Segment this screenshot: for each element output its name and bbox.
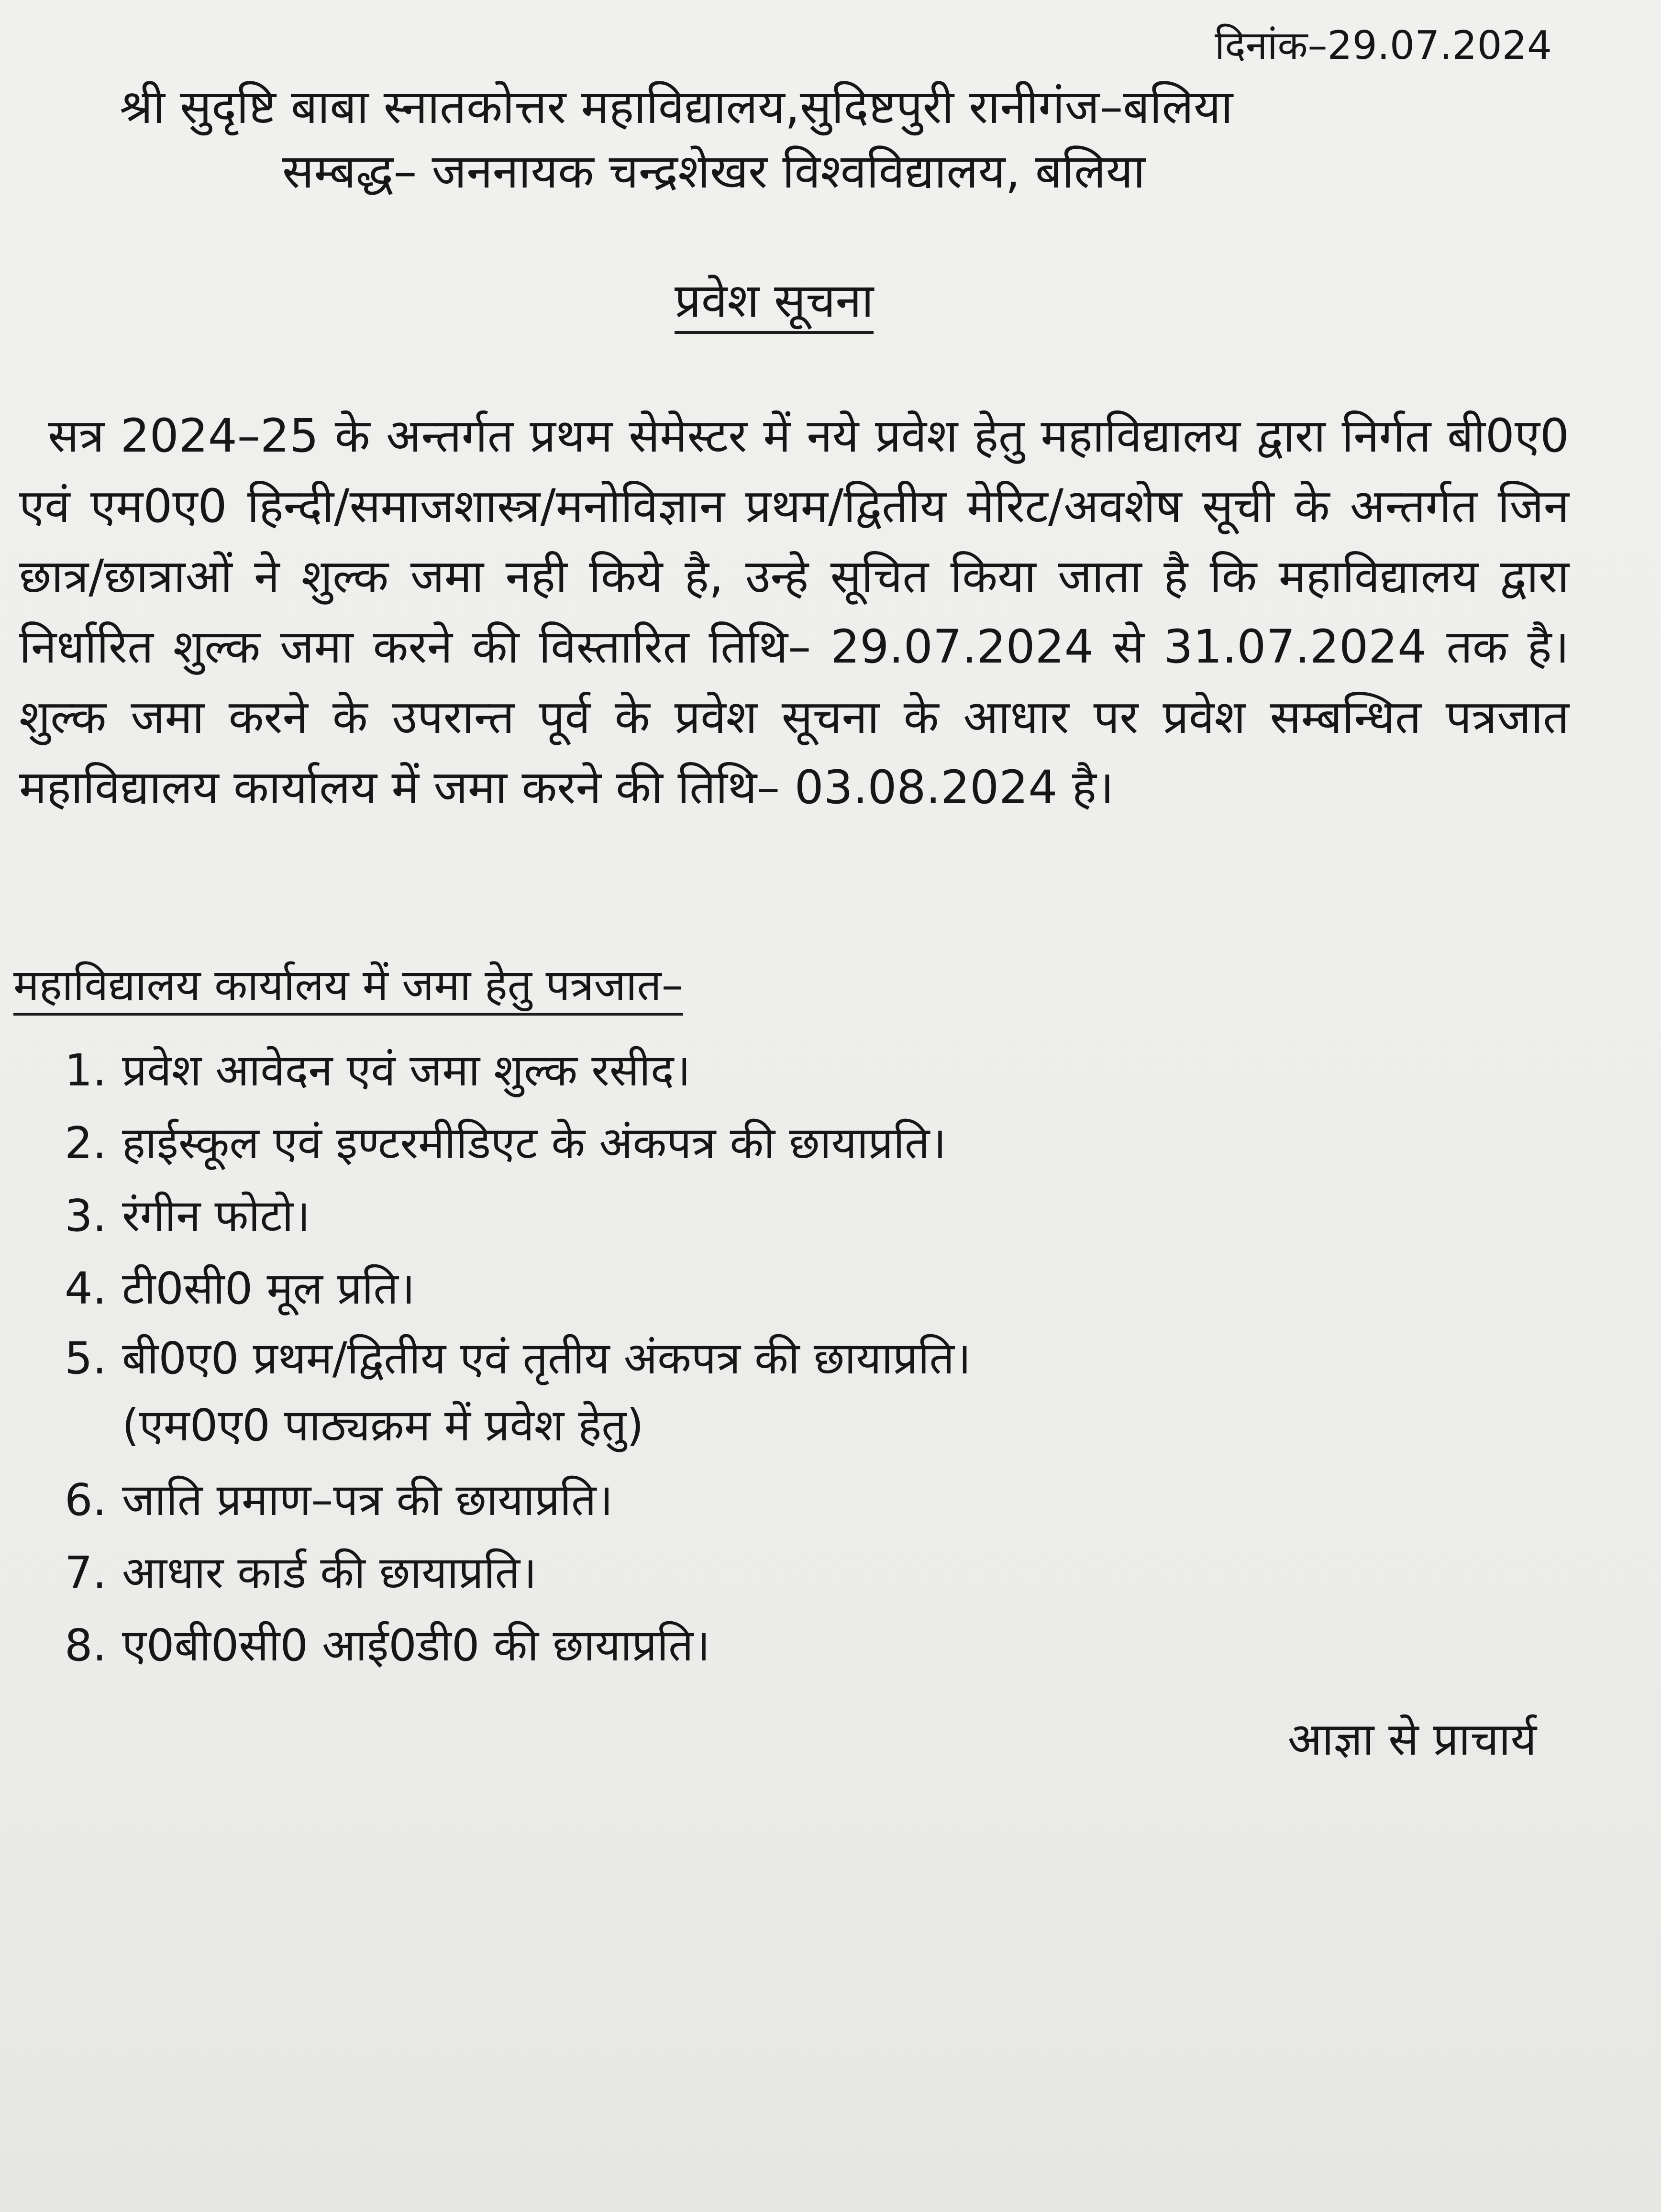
list-item — [65, 1252, 971, 1325]
item-number: 7. — [65, 1547, 107, 1598]
item-text: रंगीन फोटो। — [122, 1190, 310, 1241]
item-text: ए0बी0सी0 आई0डी0 की छायाप्रति। — [122, 1620, 710, 1671]
item-note: (एम0ए0 पाठ्यक्रम में प्रवेश हेतु) — [122, 1400, 644, 1451]
notice-title — [675, 274, 874, 334]
item-number: 6. — [65, 1474, 107, 1526]
item-text: टी0सी0 मूल प्रति। — [122, 1263, 415, 1314]
item-text: बी0ए0 प्रथम/द्वितीय एवं तृतीय अंकपत्र की छायाप्रति। — [122, 1333, 971, 1384]
principal-signature: आज्ञा से प्राचार्य — [1287, 1714, 1537, 1766]
item-text: आधार कार्ड की छायाप्रति। — [122, 1547, 537, 1598]
notice-date: दिनांक–29.07.2024 — [1214, 23, 1552, 68]
college-name: श्री सुदृष्टि बाबा स्नातकोत्तर महाविद्यालय,सुदिष्टपुरी रानीगंज–बलिया — [120, 80, 1233, 134]
item-number: 5. — [65, 1333, 107, 1384]
university-affiliation: सम्बद्ध– जननायक चन्द्रशेखर विश्वविद्यालय, बलिया — [282, 144, 1145, 199]
documents-list — [65, 1034, 971, 1682]
list-item — [65, 1107, 971, 1180]
item-text: हाईस्कूल एवं इण्टरमीडिएट के अंकपत्र की छायाप्रति। — [122, 1117, 947, 1169]
list-item — [65, 1464, 971, 1537]
list-item — [65, 1537, 971, 1609]
item-text: जाति प्रमाण–पत्र की छायाप्रति। — [122, 1474, 613, 1526]
list-item — [65, 1180, 971, 1252]
item-number: 4. — [65, 1263, 107, 1314]
item-number: 3. — [65, 1190, 107, 1241]
list-item — [65, 1034, 971, 1107]
notice-title-text: प्रवेश सूचना — [675, 277, 874, 334]
item-number: 8. — [65, 1620, 107, 1671]
list-item — [65, 1325, 971, 1464]
documents-heading-text: महाविद्यालय कार्यालय में जमा हेतु पत्रजात– — [13, 964, 683, 1016]
list-item — [65, 1609, 971, 1682]
notice-body: सत्र 2024–25 के अन्तर्गत प्रथम सेमेस्टर में नये प्रवेश हेतु महाविद्यालय द्वारा निर्गत बी0ए0 एवं एम0ए0 हिन्दी/समाजशास्त्र/मनोविज्ञान प्रथम/द्वितीय मेरिट/अवशेष सूची के अन्तर्गत जिन छात्र/छात्राओं ने शुल्क जमा नही किये है, उन्हे सूचित किया जाता है कि महाविद्यालय द्वारा निर्धारित शुल्क जमा करने की विस्तारित तिथि– 29.07.2024 से 31.07.2024 तक है। शुल्क जमा करने के उपरान्त पूर्व के प्रवेश सूचना के आधार पर प्रवेश सम्बन्धित पत्रजात महाविद्यालय कार्यालय में जमा करने की तिथि– 03.08.2024 है। — [19, 409, 1569, 814]
documents-heading — [13, 960, 683, 1016]
item-text: प्रवेश आवेदन एवं जमा शुल्क रसीद। — [122, 1045, 691, 1096]
item-number: 1. — [65, 1045, 107, 1096]
item-number: 2. — [65, 1117, 107, 1169]
